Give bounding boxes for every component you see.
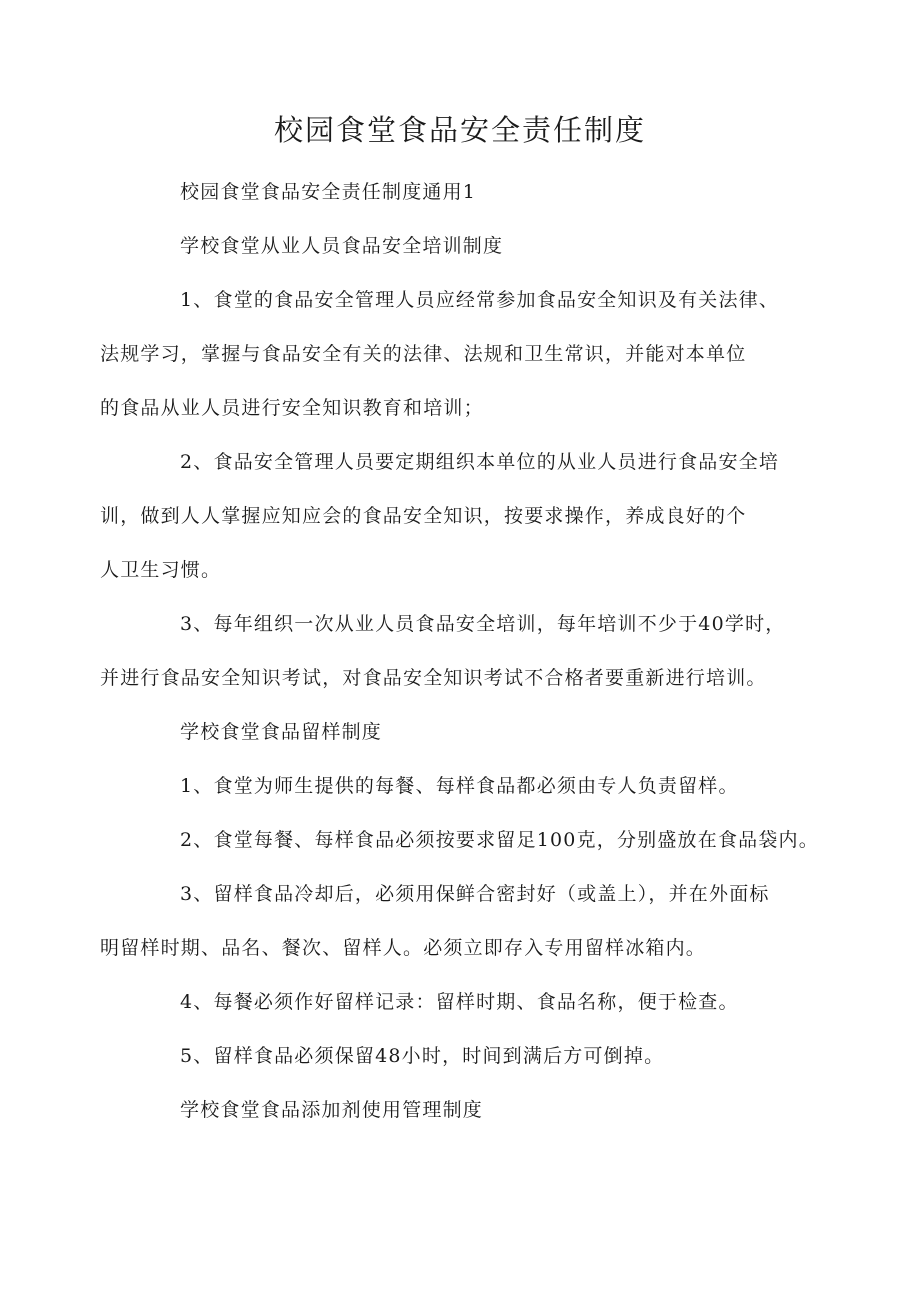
document-title: 校园食堂食品安全责任制度 [273, 113, 646, 147]
paragraph-subtitle [140, 178, 790, 206]
section-heading-additives [140, 1096, 790, 1124]
paragraph-line: 学校食堂食品留样制度 [180, 721, 383, 743]
paragraph-line: 学校食堂食品添加剂使用管理制度 [180, 1099, 484, 1121]
paragraph-line: 训，做到人人掌握应知应会的食品安全知识，按要求操作，养成良好的个 [100, 505, 747, 527]
paragraph-line: 校园食堂食品安全责任制度通用1 [180, 181, 477, 203]
paragraph-training-1 [100, 286, 790, 422]
paragraph-sampling-4 [140, 988, 790, 1016]
section-heading-sampling [140, 718, 790, 746]
paragraph-sampling-1 [140, 772, 790, 800]
paragraph-line: 1、食堂为师生提供的每餐、每样食品都必须由专人负责留样。 [180, 775, 739, 797]
paragraph-line: 1、食堂的食品安全管理人员应经常参加食品安全知识及有关法律、 [180, 289, 780, 311]
paragraph-line: 并进行食品安全知识考试，对食品安全知识考试不合格者要重新进行培训。 [100, 667, 767, 689]
paragraph-line: 的食品从业人员进行安全知识教育和培训； [100, 397, 484, 419]
paragraph-line: 3、每年组织一次从业人员食品安全培训，每年培训不少于40学时， [180, 613, 786, 635]
paragraph-line: 明留样时期、品名、餐次、留样人。必须立即存入专用留样冰箱内。 [100, 937, 707, 959]
paragraph-line: 5、留样食品必须保留48小时，时间到满后方可倒掉。 [180, 1045, 665, 1067]
paragraph-line: 4、每餐必须作好留样记录：留样时期、食品名称，便于检查。 [180, 991, 739, 1013]
paragraph-training-2 [100, 448, 790, 584]
paragraph-line: 2、食品安全管理人员要定期组织本单位的从业人员进行食品安全培 [180, 451, 780, 473]
paragraph-line: 2、食堂每餐、每样食品必须按要求留足100克，分别盛放在食品袋内。 [180, 829, 819, 851]
paragraph-line: 学校食堂从业人员食品安全培训制度 [180, 235, 504, 257]
section-heading-training [140, 232, 790, 260]
paragraph-line: 3、留样食品冷却后，必须用保鲜合密封好（或盖上），并在外面标 [180, 883, 770, 905]
paragraph-sampling-3 [100, 880, 790, 962]
paragraph-sampling-5 [140, 1042, 790, 1070]
paragraph-sampling-2 [140, 826, 819, 854]
paragraph-line: 人卫生习惯。 [100, 559, 222, 581]
paragraph-training-3 [100, 610, 790, 692]
paragraph-line: 法规学习，掌握与食品安全有关的法律、法规和卫生常识，并能对本单位 [100, 343, 747, 365]
document-body [100, 178, 819, 1150]
